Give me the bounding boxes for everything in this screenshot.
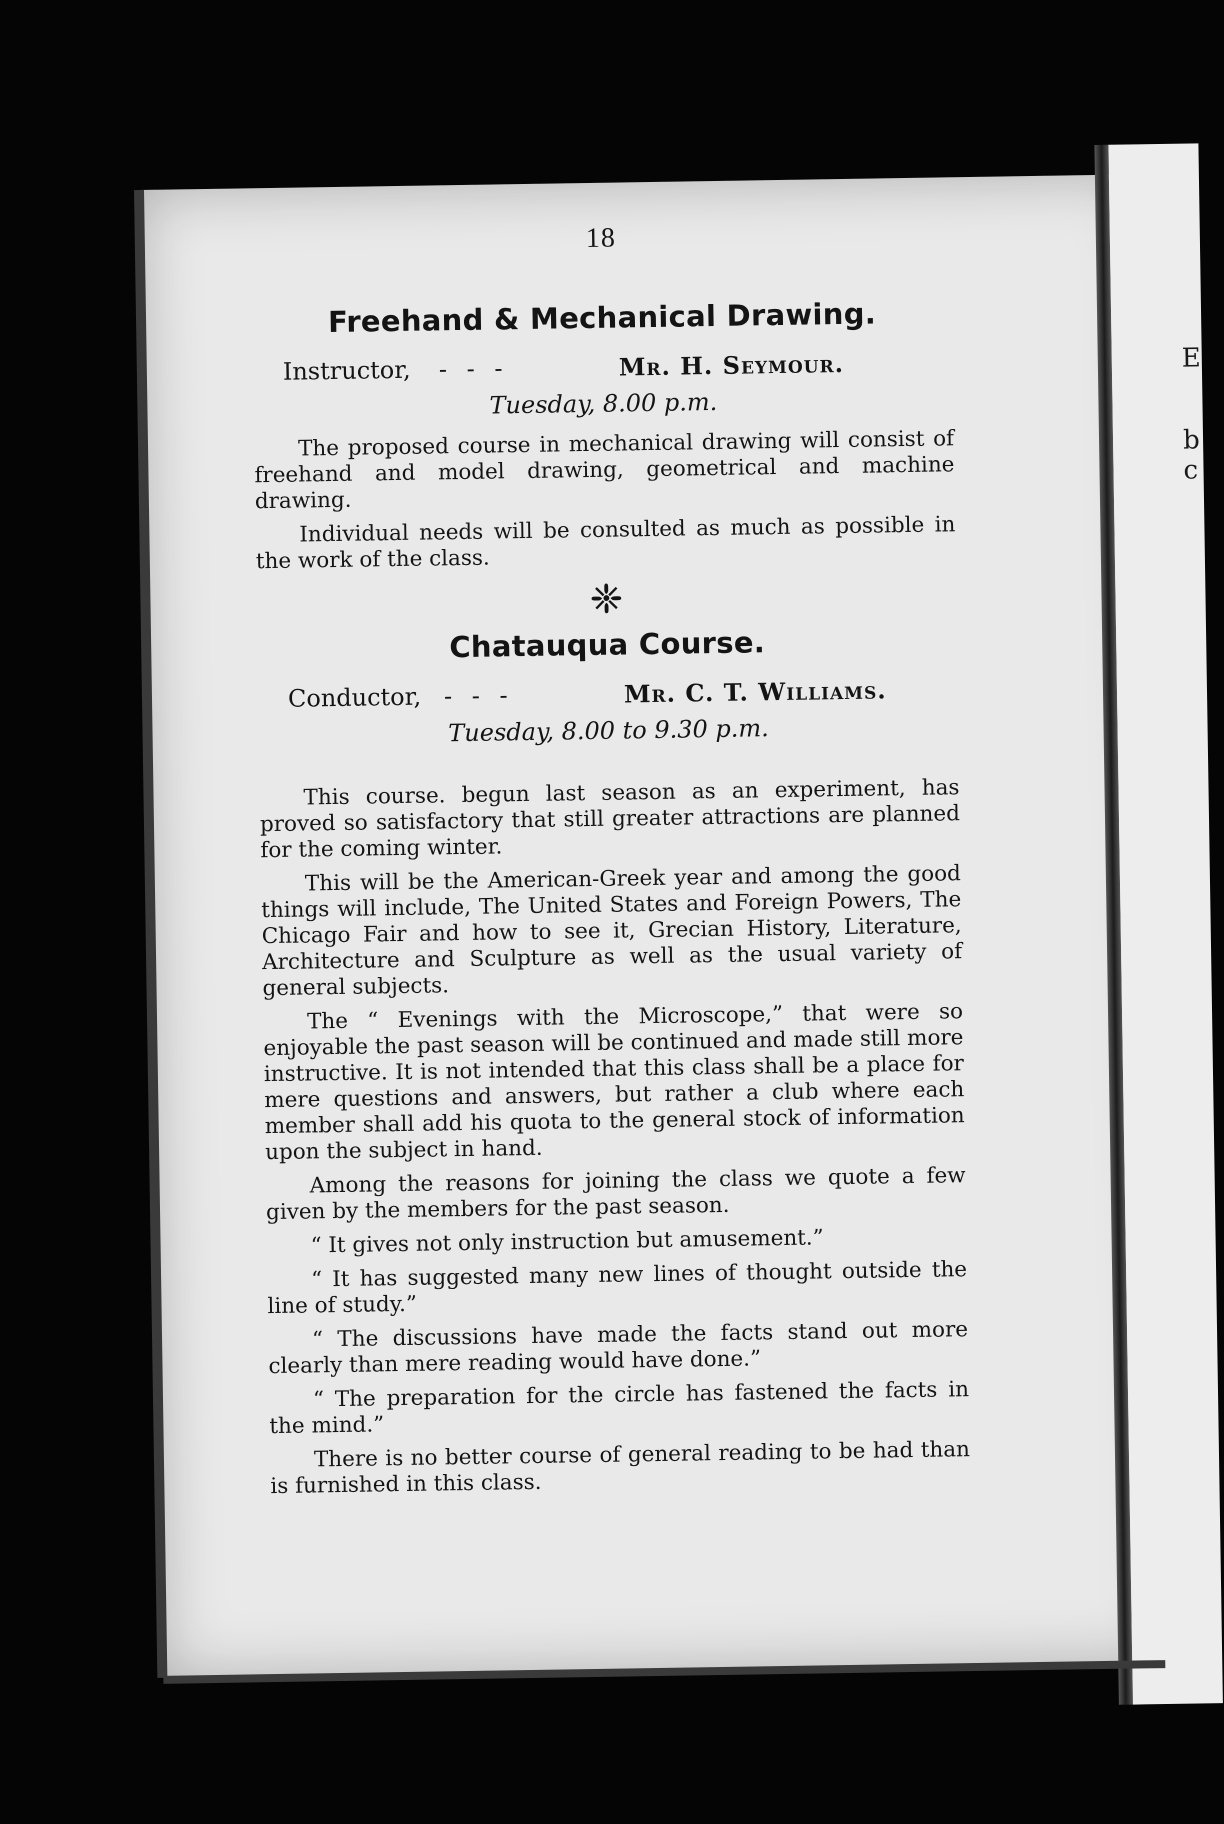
facing-page-fragment: c [1183,455,1199,486]
role-label: Instructor, [282,355,411,386]
paragraph: The proposed course in mechanical drawing will consist of freehand and model drawing, geometrical and machine drawing. [254,426,955,515]
ornament-icon: ❈ [589,576,624,622]
quote-paragraph: “ The preparation for the circle has fastened the facts in the mind.” [269,1377,970,1440]
schedule: Tuesday, 8.00 p.m. [489,387,718,420]
conductor-row [258,674,958,714]
facing-page-fragment: b [1182,425,1200,456]
schedule: Tuesday, 8.00 to 9.30 p.m. [448,714,770,748]
quote-paragraph: “ It has suggested many new lines of thought outside the line of study.” [267,1257,968,1320]
book-page [140,174,1201,1678]
instructor-row [253,347,953,387]
page-content [251,217,971,1508]
role-label: Conductor, [287,682,422,713]
paragraph: Among the reasons for joining the class we quote a few given by the members for the past season. [265,1163,966,1226]
paragraph: The “ Evenings with the Microscope,” that were so enjoyable the past season will be continued and made still more instructive. It is not intended that this class shall be a place for mere questions and answers, but rather a club where each member shall add his quota to the general stock of information upon the subject in hand. [263,999,965,1166]
instructor-name: Mr. H. Seymour. [618,348,845,382]
section-heading: Freehand & Mechanical Drawing. [327,296,877,340]
role-dashes: - - - [443,681,514,711]
section-freehand-drawing [252,295,956,575]
quote-paragraph: “ The discussions have made the facts stand out more clearly than mere reading would have done.” [268,1317,969,1380]
section-chatauqua-course [257,622,971,1500]
conductor-name: Mr. C. T. Williams. [623,675,887,709]
paragraph: There is no better course of general reading to be had than is furnished in this class. [270,1437,971,1500]
page-number: 18 [585,222,617,255]
section-heading: Chatauqua Course. [449,625,766,665]
paragraph: Individual needs will be consulted as much as possible in the work of the class. [255,512,956,575]
paragraph: This will be the American-Greek year and among the good things will include, The United States and Foreign Powers, The Chicago Fair and how to see it, Grecian History, Literature, Architecture and Sculpture as well as the usual variety of general subjects. [261,861,963,1002]
paragraph: This course. begun last season as an experiment, has proved so satisfactory that still greater attractions are planned for the coming winter. [259,775,961,864]
facing-page-fragment: E [1181,343,1201,374]
role-dashes: - - - [438,354,509,384]
quote-paragraph: “ It gives not only instruction but amusement.” [310,1225,824,1259]
